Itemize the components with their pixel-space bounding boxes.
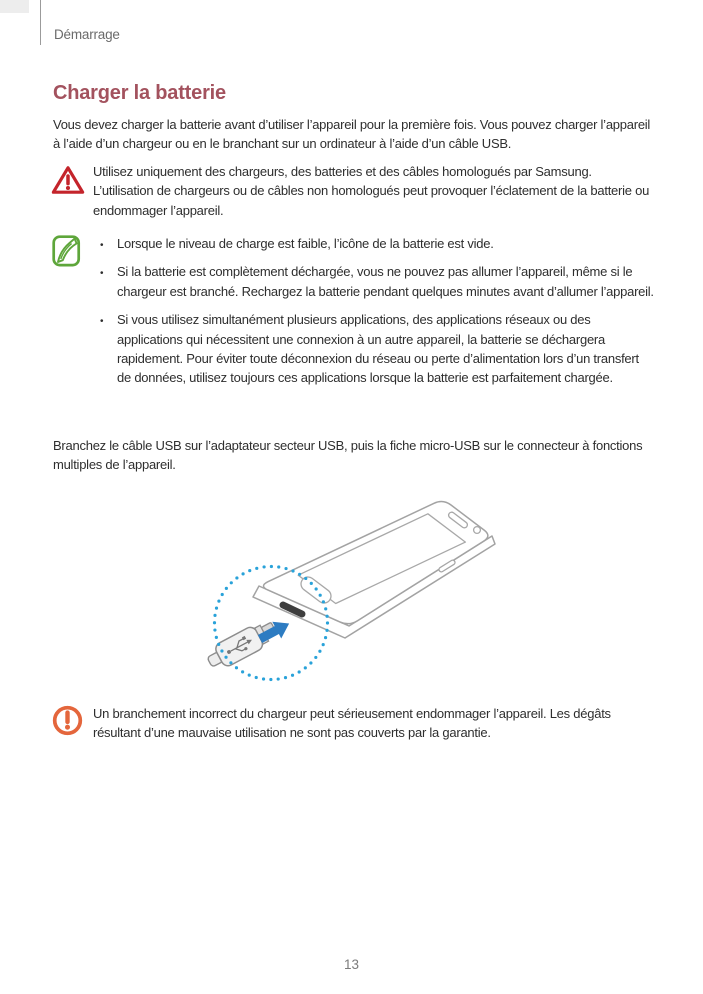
header-divider	[40, 0, 41, 45]
warning-paragraph: Utilisez uniquement des chargeurs, des batteries et des câbles homologués par Samsung. L’utilisation de chargeurs ou de câbles non homologués peut provoquer l’éclatement de la batterie ou endommager l’appareil.	[93, 164, 650, 218]
caution-circle-icon	[51, 704, 84, 742]
usb-plug	[204, 617, 280, 673]
note-bullet-item: • Si la batterie est complètement déchargée, vous ne pouvez pas allumer l’appareil, même si le chargeur est branché. Rechargez la batterie pendant quelques minutes avant d’allumer l’appareil.	[93, 262, 655, 301]
note-bullet-item: • Si vous utilisez simultanément plusieurs applications, des applications réseaux ou des applications qui nécessitent une connexion à un autre appareil, la batterie se déchargera rapidement. Pour éviter toute déconnexion du réseau ou perte d’alimentation lors d’un transfert de données, utilisez toujours ces applications lorsque la batterie est parfaitement chargée.	[93, 310, 655, 388]
charging-illustration	[204, 486, 522, 698]
intro-paragraph: Vous devez charger la batterie avant d’utiliser l’appareil pour la première fois. Vous pouvez charger l’appareil à l’aide d’un chargeur ou en le branchant sur un ordinateur à l’aide d’un câble USB.	[53, 117, 651, 152]
scan-corner-artifact	[0, 0, 29, 13]
note-bullet-item: • Lorsque le niveau de charge est faible, l’icône de la batterie est vide.	[93, 234, 655, 253]
phone-camera	[474, 527, 481, 534]
chapter-header: Démarrage	[54, 27, 120, 42]
warning-triangle-icon	[51, 165, 85, 201]
caution-paragraph: Un branchement incorrect du chargeur peut sérieusement endommager l’appareil. Les dégâts résultant d’une mauvaise utilisation ne sont pas couverts par la garantie.	[93, 706, 611, 741]
note-pen-icon	[52, 235, 81, 272]
note-bullet-list	[93, 234, 655, 397]
instruction-paragraph: Branchez le câble USB sur l’adaptateur secteur USB, puis la fiche micro-USB sur le connecteur à fonctions multiples de l’appareil.	[53, 438, 643, 473]
page-number: 13	[343, 957, 360, 972]
page-title: Charger la batterie	[53, 82, 226, 104]
